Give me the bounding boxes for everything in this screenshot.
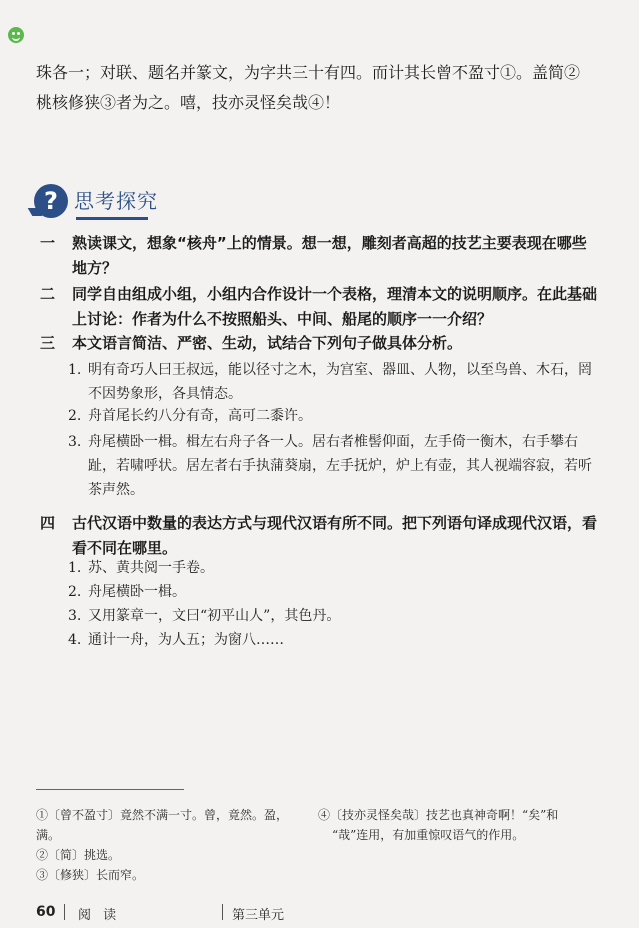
question-2 [40, 282, 600, 332]
footnote-divider [36, 789, 184, 790]
question-text: 同学自由组成小组，小组内合作设计一个表格，理清本文的说明顺序。在此基础上讨论：作者为什么不按照船头、中间、船尾的顺序一一介绍？ [72, 285, 598, 328]
item-text: 通计一舟，为人五；为窗八…… [88, 632, 284, 648]
question-text: 古代汉语中数量的表达方式与现代汉语有所不同。把下列语句译成现代汉语，看看不同在哪里。 [72, 514, 598, 557]
section-header [34, 184, 158, 218]
question-number: 四 [40, 514, 56, 532]
list-item [68, 430, 600, 502]
footnotes-left [36, 805, 306, 885]
item-number: 1. [68, 560, 82, 576]
footnote-3: ③〔修狭〕长而窄。 [36, 868, 145, 882]
item-number: 4. [68, 632, 82, 648]
list-item [68, 358, 600, 406]
smiley-logo-icon [8, 27, 24, 43]
footer-divider [64, 904, 65, 920]
footer-divider [222, 904, 223, 920]
question-text: 熟读课文，想象“核舟”上的情景。想一想，雕刻者高超的技艺主要表现在哪些地方？ [72, 234, 587, 277]
footnote-1: ①〔曾不盈寸〕竟然不满一寸。曾，竟然。盈，满。 [36, 808, 289, 842]
question-icon: ? [34, 184, 68, 218]
item-text: 舟尾横卧一楫。 [88, 584, 186, 600]
intro-text [36, 58, 596, 118]
list-item [68, 580, 600, 604]
question-3 [40, 331, 600, 356]
footnotes-right [318, 805, 580, 845]
page-number: 60 [36, 904, 56, 920]
question-text: 本文语言简洁、严密、生动，试结合下列句子做具体分析。 [72, 334, 463, 352]
item-number: 3. [68, 434, 82, 450]
section-title-underline [76, 217, 148, 220]
section-title: 思考探究 [74, 188, 158, 213]
footnote-2: ②〔简〕挑选。 [36, 848, 121, 862]
item-number: 3. [68, 608, 82, 624]
list-item [68, 604, 600, 628]
intro-line-2: 桃核修狭③者为之。嘻，技亦灵怪矣哉④！ [36, 93, 341, 112]
list-item [68, 628, 600, 652]
item-text: 明有奇巧人曰王叔远，能以径寸之木，为宫室、器皿、人物，以至鸟兽、木石，罔不因势象形，各具情态。 [88, 362, 592, 402]
item-text: 苏、黄共阅一手卷。 [88, 560, 214, 576]
question-4 [40, 511, 600, 561]
footer-unit-name: 第三单元 [232, 908, 285, 923]
footer-section-name: 阅 读 [78, 908, 121, 923]
footnote-4-line-2: “哉”连用，有加重惊叹语气的作用。 [332, 828, 525, 842]
item-text: 舟首尾长约八分有奇，高可二黍许。 [88, 408, 312, 424]
item-number: 2. [68, 584, 82, 600]
list-item [68, 556, 600, 580]
question-1 [40, 231, 600, 281]
item-text: 舟尾横卧一楫。楫左右舟子各一人。居右者椎髻仰面，左手倚一衡木，右手攀右趾，若啸呼状。居左者右手执蒲葵扇，左手抚炉，炉上有壶，其人视端容寂，若听茶声然。 [88, 434, 592, 498]
question-number: 一 [40, 234, 56, 252]
question-number: 二 [40, 285, 56, 303]
footnote-4-line-1: ④〔技亦灵怪矣哉〕技艺也真神奇啊！“矣”和 [318, 808, 559, 822]
item-number: 1. [68, 362, 82, 378]
item-number: 2. [68, 408, 82, 424]
question-number: 三 [40, 334, 56, 352]
list-item [68, 404, 600, 428]
intro-line-1: 珠各一；对联、题名并篆文，为字共三十有四。而计其长曾不盈寸①。盖简② [36, 63, 581, 82]
item-text: 又用篆章一，文曰“初平山人”，其色丹。 [88, 608, 341, 624]
